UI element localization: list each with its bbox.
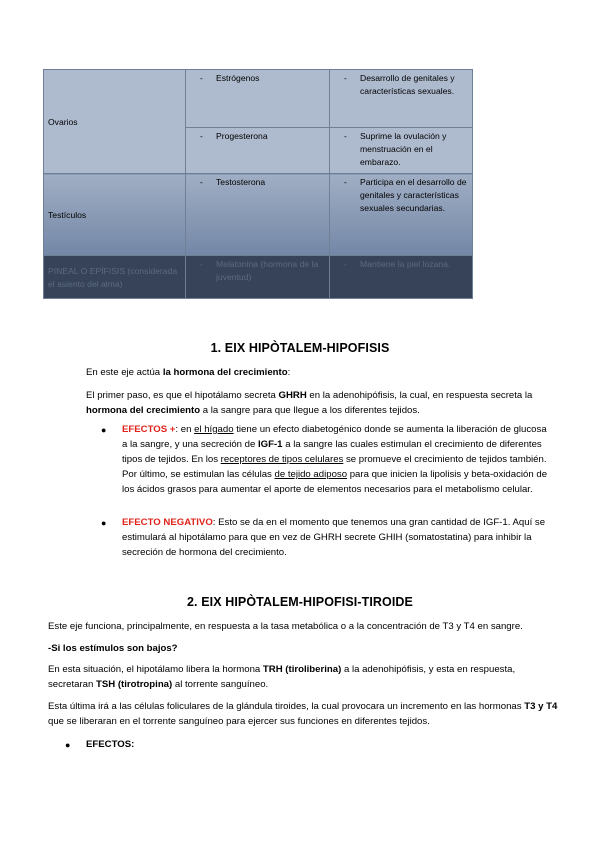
hormone-table [43, 69, 473, 299]
section-2-heading: 2. EIX HIPÒTALEM-HIPOFISI-TIROIDE [187, 595, 413, 609]
table-row-testiculos [44, 174, 473, 256]
effect-cell-testosterona: - Participa en el desarrollo de genitales y características sexuales secundarias. [330, 174, 473, 256]
section-1-intro: En este eje actúa la hormona del crecimiento: [86, 367, 291, 378]
bullet-icon: ● [101, 518, 107, 528]
table-row-ovarios [44, 70, 473, 128]
organ-cell-pineal: PINEAL O EPÍFISIS (considerada el asiento del alma) [44, 256, 186, 299]
section-2-paragraph-tiroides: Esta última irá a las células foliculares de la glándula tiroides, la cual provocara un incremento en las hormonas T3 y T4 que se liberaran en el torrente sanguíneo para ejercer sus funciones en diferentes tejidos. [48, 701, 558, 727]
organ-cell-ovarios: Ovarios [44, 70, 186, 174]
effect-cell-estrogenos: - Desarrollo de genitales y características sexuales. [330, 70, 473, 128]
effect-cell-melatonina: - Mantiene la piel lozana. [330, 256, 473, 299]
effect-negative-item: EFECTO NEGATIVO: Esto se da en el momento que tenemos una gran cantidad de IGF-1. Aquí se estimulará al hipotálamo para que en vez de GHRH secrete GHIH (somatostatina) para inhibir la secreción de hormona del crecimiento. [122, 517, 546, 558]
section-2-question: -Si los estímulos son bajos? [48, 643, 178, 654]
hormone-cell-testosterona: - Testosterona [186, 174, 330, 256]
section-2-effects-item: EFECTOS: [86, 739, 135, 750]
section-2-intro: Este eje funciona, principalmente, en respuesta a la tasa metabólica o a la concentración de T3 y T4 en sangre. [48, 621, 523, 632]
effect-cell-progesterona: - Suprime la ovulación y menstruación en el embarazo. [330, 128, 473, 174]
section-2-paragraph-trh: En esta situación, el hipotálamo libera la hormona TRH (tiroliberina) a la adenohipófisis, y esta en respuesta, secretaran TSH (tirotropina) al torrente sanguíneo. [48, 664, 516, 690]
section-1-paragraph: El primer paso, es que el hipotálamo secreta GHRH en la adenohipófisis, la cual, en respuesta secreta la hormona del crecimiento a la sangre para que llegue a los diferentes tejidos. [86, 390, 533, 416]
hormone-cell-estrogenos: - Estrógenos [186, 70, 330, 128]
section-1-heading: 1. EIX HIPÒTALEM-HIPOFISIS [210, 341, 390, 355]
hormone-cell-progesterona: - Progesterona [186, 128, 330, 174]
hormone-cell-melatonina: - Melatonina (hormona de la juventud) [186, 256, 330, 299]
bullet-icon: ● [65, 740, 71, 750]
effects-positive-label: EFECTOS + [122, 424, 176, 435]
organ-cell-testiculos: Testículos [44, 174, 186, 256]
table-row-pineal [44, 256, 473, 299]
bullet-icon: ● [101, 425, 107, 435]
effect-negative-label: EFECTO NEGATIVO [122, 517, 213, 528]
effects-positive-item: EFECTOS +: en el hígado tiene un efecto diabetogénico donde se aumenta la liberación de glucosa a la sangre, y una secreción de IGF-1 a la sangre las cuales estimulan el crecimiento de diferentes tipos de tejidos. En los receptores de tipos celulares se promueve el crecimiento de tejidos también. Por último, se estimulan las células de tejido adiposo para que inicien la lipolisis y beta-oxidación de los ácidos grasos para aumentar el aporte de elementos necesarios para el metabolismo celular. [122, 424, 548, 495]
